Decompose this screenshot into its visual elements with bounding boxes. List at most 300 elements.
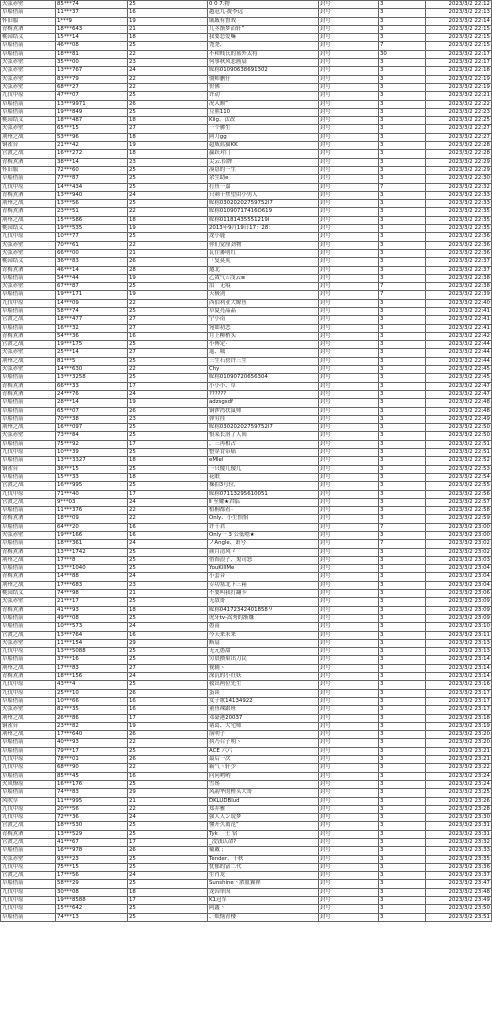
table-row: [1, 258, 492, 266]
table-row: [1, 764, 492, 772]
days-cell: 3: [379, 556, 426, 564]
account-cell: 66***33: [56, 382, 128, 390]
days-cell: 3: [379, 814, 426, 822]
level-cell: 19: [128, 225, 208, 233]
account-cell: 54***36: [56, 332, 128, 340]
server-cell: 草船借箭: [1, 789, 56, 797]
time-cell: 2023/3/2 22:27: [426, 133, 492, 141]
level-cell: 22: [128, 515, 208, 523]
table-row: [1, 581, 492, 589]
days-cell: 3: [379, 25, 426, 33]
nickname-cell: Only一 3 公低嗯★: [208, 532, 319, 540]
level-cell: 21: [128, 249, 208, 257]
days-cell: 3: [379, 598, 426, 606]
days-cell: 3: [379, 822, 426, 830]
table-row: [1, 556, 492, 564]
server-cell: 九伐中原: [1, 905, 56, 913]
nickname-cell: 龙小鹿: [208, 233, 319, 241]
nickname-cell: 阿刀gg: [208, 133, 319, 141]
days-cell: 3: [379, 299, 426, 307]
account-cell: 40***93: [56, 739, 128, 747]
nickname-cell: 僵师删仔: [208, 75, 319, 83]
table-row: [1, 183, 492, 191]
days-cell: 3: [379, 507, 426, 515]
action-cell: 封号: [319, 556, 379, 564]
level-cell: 27: [128, 324, 208, 332]
nickname-cell: 草夏亮晶晶: [208, 307, 319, 315]
days-cell: 7: [379, 540, 426, 548]
level-cell: 24: [128, 540, 208, 548]
action-cell: 封号: [319, 697, 379, 705]
account-cell: 72***60: [56, 166, 128, 174]
table-row: [1, 648, 492, 656]
server-cell: 荆州之战: [1, 731, 56, 739]
days-cell: 3: [379, 913, 426, 921]
days-cell: 3: [379, 117, 426, 125]
table-row: [1, 440, 492, 448]
server-cell: 青梅煮酒: [1, 191, 56, 199]
level-cell: 25: [128, 830, 208, 838]
account-cell: 66***00: [56, 249, 128, 257]
time-cell: 2023/3/2 22:28: [426, 142, 492, 150]
time-cell: 2023/3/2 23:02: [426, 548, 492, 556]
days-cell: 7: [379, 291, 426, 299]
time-cell: 2023/3/2 23:02: [426, 540, 492, 548]
days-cell: 3: [379, 797, 426, 805]
level-cell: 19: [128, 142, 208, 150]
time-cell: 2023/3/2 22:17: [426, 59, 492, 67]
table-row: [1, 125, 492, 133]
server-cell: 荆州之战: [1, 357, 56, 365]
days-cell: 3: [379, 606, 426, 614]
level-cell: 24: [128, 191, 208, 199]
time-cell: 2023/3/2 23:21: [426, 747, 492, 755]
level-cell: 17: [128, 382, 208, 390]
days-cell: 3: [379, 532, 426, 540]
time-cell: 2023/3/2 22:13: [426, 9, 492, 17]
action-cell: 封号: [319, 399, 379, 407]
time-cell: 2023/3/2 23:20: [426, 731, 492, 739]
level-cell: 19: [128, 17, 208, 25]
nickname-cell: 今天来未来: [208, 631, 319, 639]
action-cell: 封号: [319, 42, 379, 50]
action-cell: 封号: [319, 449, 379, 457]
table-row: [1, 307, 492, 315]
time-cell: 2023/3/2 22:35: [426, 208, 492, 216]
action-cell: 封号: [319, 606, 379, 614]
nickname-cell: 恨某长溶了人间: [208, 432, 319, 440]
server-cell: 桃园结义: [1, 590, 56, 598]
days-cell: 3: [379, 200, 426, 208]
account-cell: 46***08: [56, 42, 128, 50]
days-cell: 7: [379, 183, 426, 191]
time-cell: 2023/3/2 22:52: [426, 457, 492, 465]
time-cell: 2023/3/2 23:13: [426, 648, 492, 656]
time-cell: 2023/3/2 23:00: [426, 532, 492, 540]
account-cell: 18***361: [56, 540, 128, 548]
server-cell: 九伐中原: [1, 490, 56, 498]
level-cell: 19: [128, 274, 208, 282]
table-row: [1, 532, 492, 540]
time-cell: 2023/3/2 22:59: [426, 515, 492, 523]
time-cell: 2023/3/2 22:23: [426, 108, 492, 116]
nickname-cell: Chy: [208, 366, 319, 374]
time-cell: 2023/3/2 23:04: [426, 573, 492, 581]
days-cell: 3: [379, 424, 426, 432]
time-cell: 2023/3/2 22:53: [426, 465, 492, 473]
action-cell: 封号: [319, 532, 379, 540]
time-cell: 2023/3/2 23:09: [426, 598, 492, 606]
nickname-cell: 余生助e: [208, 175, 319, 183]
account-cell: 19***535: [56, 225, 128, 233]
nickname-cell: 蛋谈: [208, 689, 319, 697]
time-cell: 2023/3/2 23:47: [426, 880, 492, 888]
action-cell: 封号: [319, 34, 379, 42]
nickname-cell: 花眠: [208, 473, 319, 481]
table-row: [1, 888, 492, 896]
level-cell: 18: [128, 457, 208, 465]
table-row: [1, 457, 492, 465]
time-cell: 2023/3/2 22:29: [426, 166, 492, 174]
days-cell: 3: [379, 838, 426, 846]
time-cell: 2023/3/2 22:51: [426, 449, 492, 457]
table-row: [1, 523, 492, 531]
action-cell: 封号: [319, 332, 379, 340]
table-row: [1, 739, 492, 747]
server-cell: 草船借箭: [1, 415, 56, 423]
nickname-cell: 宁小南: [208, 316, 319, 324]
account-cell: 58***29: [56, 880, 128, 888]
table-row: [1, 449, 492, 457]
action-cell: 封号: [319, 175, 379, 183]
account-cell: 74***98: [56, 590, 128, 598]
account-cell: 49***08: [56, 614, 128, 622]
action-cell: 封号: [319, 191, 379, 199]
days-cell: 3: [379, 133, 426, 141]
level-cell: 25: [128, 357, 208, 365]
level-cell: 22: [128, 805, 208, 813]
level-cell: 25: [128, 424, 208, 432]
account-cell: 58***74: [56, 307, 128, 315]
days-cell: 3: [379, 191, 426, 199]
account-cell: 68***27: [56, 83, 128, 91]
action-cell: 封号: [319, 797, 379, 805]
time-cell: 2023/3/2 23:32: [426, 838, 492, 846]
time-cell: 2023/3/2 22:35: [426, 216, 492, 224]
server-cell: 草船借箭: [1, 374, 56, 382]
action-cell: 封号: [319, 880, 379, 888]
action-cell: 封号: [319, 200, 379, 208]
nickname-cell: 董鱼裸跟班: [208, 706, 319, 714]
action-cell: 封号: [319, 341, 379, 349]
account-cell: 85***74: [56, 1, 128, 9]
time-cell: 2023/3/2 22:35: [426, 225, 492, 233]
days-cell: 3: [379, 731, 426, 739]
days-cell: 3: [379, 175, 426, 183]
nickname-cell: 一只傻儿傻儿: [208, 465, 319, 473]
table-row: [1, 722, 492, 730]
level-cell: 25: [128, 681, 208, 689]
time-cell: 2023/3/2 22:38: [426, 274, 492, 282]
action-cell: 封号: [319, 67, 379, 75]
account-cell: 24***76: [56, 390, 128, 398]
days-cell: 3: [379, 631, 426, 639]
level-cell: 25: [128, 556, 208, 564]
level-cell: 25: [128, 283, 208, 291]
time-cell: 2023/3/2 22:32: [426, 183, 492, 191]
account-cell: 70***38: [56, 415, 128, 423]
server-cell: 草船借箭: [1, 473, 56, 481]
account-cell: 16***272: [56, 150, 128, 158]
action-cell: 封号: [319, 673, 379, 681]
server-cell: 官渡之战: [1, 631, 56, 639]
days-cell: 3: [379, 17, 426, 25]
action-cell: 封号: [319, 631, 379, 639]
action-cell: 封号: [319, 440, 379, 448]
action-cell: 封号: [319, 249, 379, 257]
server-cell: 草船借箭: [1, 175, 56, 183]
nickname-cell: 西伯利亚大鲸鱼: [208, 299, 319, 307]
account-cell: 11***37: [56, 9, 128, 17]
table-row: [1, 299, 492, 307]
account-cell: 19***166: [56, 532, 128, 540]
table-row: [1, 349, 492, 357]
action-cell: 封号: [319, 623, 379, 631]
level-cell: 22: [128, 83, 208, 91]
time-cell: 2023/3/2 22:19: [426, 75, 492, 83]
time-cell: 2023/3/2 22:58: [426, 507, 492, 515]
action-cell: 封号: [319, 166, 379, 174]
time-cell: 2023/3/2 22:49: [426, 415, 492, 423]
action-cell: 封号: [319, 59, 379, 67]
action-cell: 封号: [319, 490, 379, 498]
nickname-cell: 2013年9月19日17：28：: [208, 225, 319, 233]
level-cell: 24: [128, 814, 208, 822]
table-row: [1, 17, 492, 25]
account-cell: 30***08: [56, 888, 128, 896]
action-cell: 封号: [319, 756, 379, 764]
account-cell: 75***92: [56, 440, 128, 448]
action-cell: 封号: [319, 357, 379, 365]
nickname-cell: 宛如初恋: [208, 324, 319, 332]
account-cell: 25***10: [56, 689, 128, 697]
nickname-cell: 赢跃对门: [208, 150, 319, 158]
time-cell: 2023/3/2 22:50: [426, 424, 492, 432]
days-cell: 3: [379, 1, 426, 9]
action-cell: 封号: [319, 863, 379, 871]
server-cell: 青梅煮酒: [1, 158, 56, 166]
table-row: [1, 838, 492, 846]
level-cell: 25: [128, 1, 208, 9]
nickname-cell: 遥、城: [208, 349, 319, 357]
server-cell: 官渡之战: [1, 872, 56, 880]
nickname-cell: 小小小、草: [208, 382, 319, 390]
action-cell: 封号: [319, 855, 379, 863]
table-row: [1, 92, 492, 100]
table-row: [1, 133, 492, 141]
time-cell: 2023/3/2 22:51: [426, 440, 492, 448]
time-cell: 2023/3/2 23:31: [426, 830, 492, 838]
account-cell: 18***530: [56, 822, 128, 830]
time-cell: 2023/3/2 23:37: [426, 872, 492, 880]
server-cell: 草船借箭: [1, 523, 56, 531]
server-cell: 怀旧服: [1, 17, 56, 25]
time-cell: 2023/3/2 22:41: [426, 307, 492, 315]
server-cell: 草船借箭: [1, 880, 56, 888]
nickname-cell: 雪殇: [208, 780, 319, 788]
account-cell: 14***88: [56, 573, 128, 581]
nickname-cell: 昵称03020202759752I7: [208, 424, 319, 432]
days-cell: 3: [379, 225, 426, 233]
server-cell: 火弦赤壁: [1, 83, 56, 91]
level-cell: 16: [128, 772, 208, 780]
action-cell: 封号: [319, 814, 379, 822]
action-cell: 封号: [319, 731, 379, 739]
account-cell: 47***07: [56, 92, 128, 100]
table-row: [1, 905, 492, 913]
days-cell: 3: [379, 515, 426, 523]
level-cell: 25: [128, 183, 208, 191]
account-cell: 15***14: [56, 34, 128, 42]
table-row: [1, 606, 492, 614]
table-row: [1, 590, 492, 598]
nickname-cell: DKLUDBlud: [208, 797, 319, 805]
nickname-cell: 诸葛、大宅师: [208, 722, 319, 730]
time-cell: 2023/3/2 22:36: [426, 241, 492, 249]
nickname-cell: 况入颓”: [208, 100, 319, 108]
account-cell: 72***36: [56, 814, 128, 822]
level-cell: 16: [128, 332, 208, 340]
table-row: [1, 291, 492, 299]
level-cell: 17: [128, 440, 208, 448]
level-cell: 27: [128, 316, 208, 324]
days-cell: 7: [379, 523, 426, 531]
account-cell: 16***097: [56, 424, 128, 432]
action-cell: 封号: [319, 706, 379, 714]
time-cell: 2023/3/2 23:24: [426, 780, 492, 788]
server-cell: 荆州之战: [1, 133, 56, 141]
table-row: [1, 756, 492, 764]
server-cell: 草船借箭: [1, 507, 56, 515]
action-cell: 封号: [319, 838, 379, 846]
nickname-cell: 无元愚甜: [208, 648, 319, 656]
server-cell: 草船借箭: [1, 407, 56, 415]
level-cell: 24: [128, 623, 208, 631]
server-cell: 九伐中原: [1, 756, 56, 764]
server-cell: 草船借箭: [1, 399, 56, 407]
time-cell: 2023/3/2 23:14: [426, 664, 492, 672]
time-cell: 2023/3/2 22:36: [426, 233, 492, 241]
time-cell: 2023/3/2 22:19: [426, 83, 492, 91]
account-cell: 74***13: [56, 913, 128, 921]
level-cell: 16: [128, 697, 208, 705]
account-cell: 65***07: [56, 407, 128, 415]
table-row: [1, 316, 492, 324]
time-cell: 2023/3/2 22:36: [426, 249, 492, 257]
days-cell: 3: [379, 482, 426, 490]
account-cell: 16***32: [56, 324, 128, 332]
nickname-cell: 操拍3号位,: [208, 482, 319, 490]
days-cell: 3: [379, 623, 426, 631]
server-cell: 草船借箭: [1, 614, 56, 622]
server-cell: 九伐中原: [1, 183, 56, 191]
account-cell: 13***56: [56, 200, 128, 208]
nickname-cell: 昵称01181435551219I: [208, 216, 319, 224]
time-cell: 2023/3/2 23:09: [426, 606, 492, 614]
days-cell: 3: [379, 407, 426, 415]
days-cell: 3: [379, 739, 426, 747]
table-row: [1, 780, 492, 788]
time-cell: 2023/3/2 22:17: [426, 50, 492, 58]
level-cell: 26: [128, 731, 208, 739]
table-row: [1, 913, 492, 921]
server-cell: 草船借箭: [1, 100, 56, 108]
nickname-cell: 你们觉厘劲物: [208, 241, 319, 249]
time-cell: 2023/3/2 22:25: [426, 117, 492, 125]
table-row: [1, 822, 492, 830]
server-cell: 官渡之战: [1, 482, 56, 490]
nickname-cell: Kilg、汰改: [208, 117, 319, 125]
table-row: [1, 548, 492, 556]
table-row: [1, 357, 492, 365]
account-cell: 18***09: [56, 515, 128, 523]
table-row: [1, 50, 492, 58]
table-row: [1, 407, 492, 415]
server-cell: 青梅煮酒: [1, 390, 56, 398]
level-cell: 17: [128, 838, 208, 846]
table-row: [1, 390, 492, 398]
action-cell: 封号: [319, 590, 379, 598]
table-row: [1, 689, 492, 697]
level-cell: 19: [128, 399, 208, 407]
account-cell: 68***90: [56, 764, 128, 772]
time-cell: 2023/3/2 23:11: [426, 631, 492, 639]
level-cell: 24: [128, 673, 208, 681]
time-cell: 2023/3/2 23:50: [426, 905, 492, 913]
level-cell: 25: [128, 656, 208, 664]
server-cell: 火弦赤壁: [1, 349, 56, 357]
time-cell: 2023/3/2 22:27: [426, 125, 492, 133]
action-cell: 封号: [319, 747, 379, 755]
action-cell: 封号: [319, 142, 379, 150]
nickname-cell: 龙囚单因: [208, 888, 319, 896]
nickname-cell: 只刺千焦望由小男人: [208, 191, 319, 199]
level-cell: 24: [128, 498, 208, 506]
account-cell: 13***940: [56, 191, 128, 199]
level-cell: 18: [128, 473, 208, 481]
table-row: [1, 515, 492, 523]
server-cell: 青梅煮酒: [1, 573, 56, 581]
time-cell: 2023/3/2 22:15: [426, 25, 492, 33]
time-cell: 2023/3/2 22:41: [426, 316, 492, 324]
server-cell: 草船借箭: [1, 772, 56, 780]
time-cell: 2023/3/2 23:09: [426, 614, 492, 622]
server-cell: 荆州之战: [1, 216, 56, 224]
action-cell: 封号: [319, 905, 379, 913]
account-cell: 54***44: [56, 274, 128, 282]
time-cell: 2023/3/2 22:44: [426, 341, 492, 349]
account-cell: 23***51: [56, 208, 128, 216]
action-cell: 封号: [319, 507, 379, 515]
ban-list-body: [1, 1, 492, 922]
nickname-cell: 瓦往蕃明红: [208, 249, 319, 257]
account-cell: 81***5: [56, 357, 128, 365]
table-row: [1, 142, 492, 150]
days-cell: 3: [379, 307, 426, 315]
nickname-cell: 一个骡生: [208, 125, 319, 133]
level-cell: 25: [128, 166, 208, 174]
server-cell: 草船借箭: [1, 540, 56, 548]
